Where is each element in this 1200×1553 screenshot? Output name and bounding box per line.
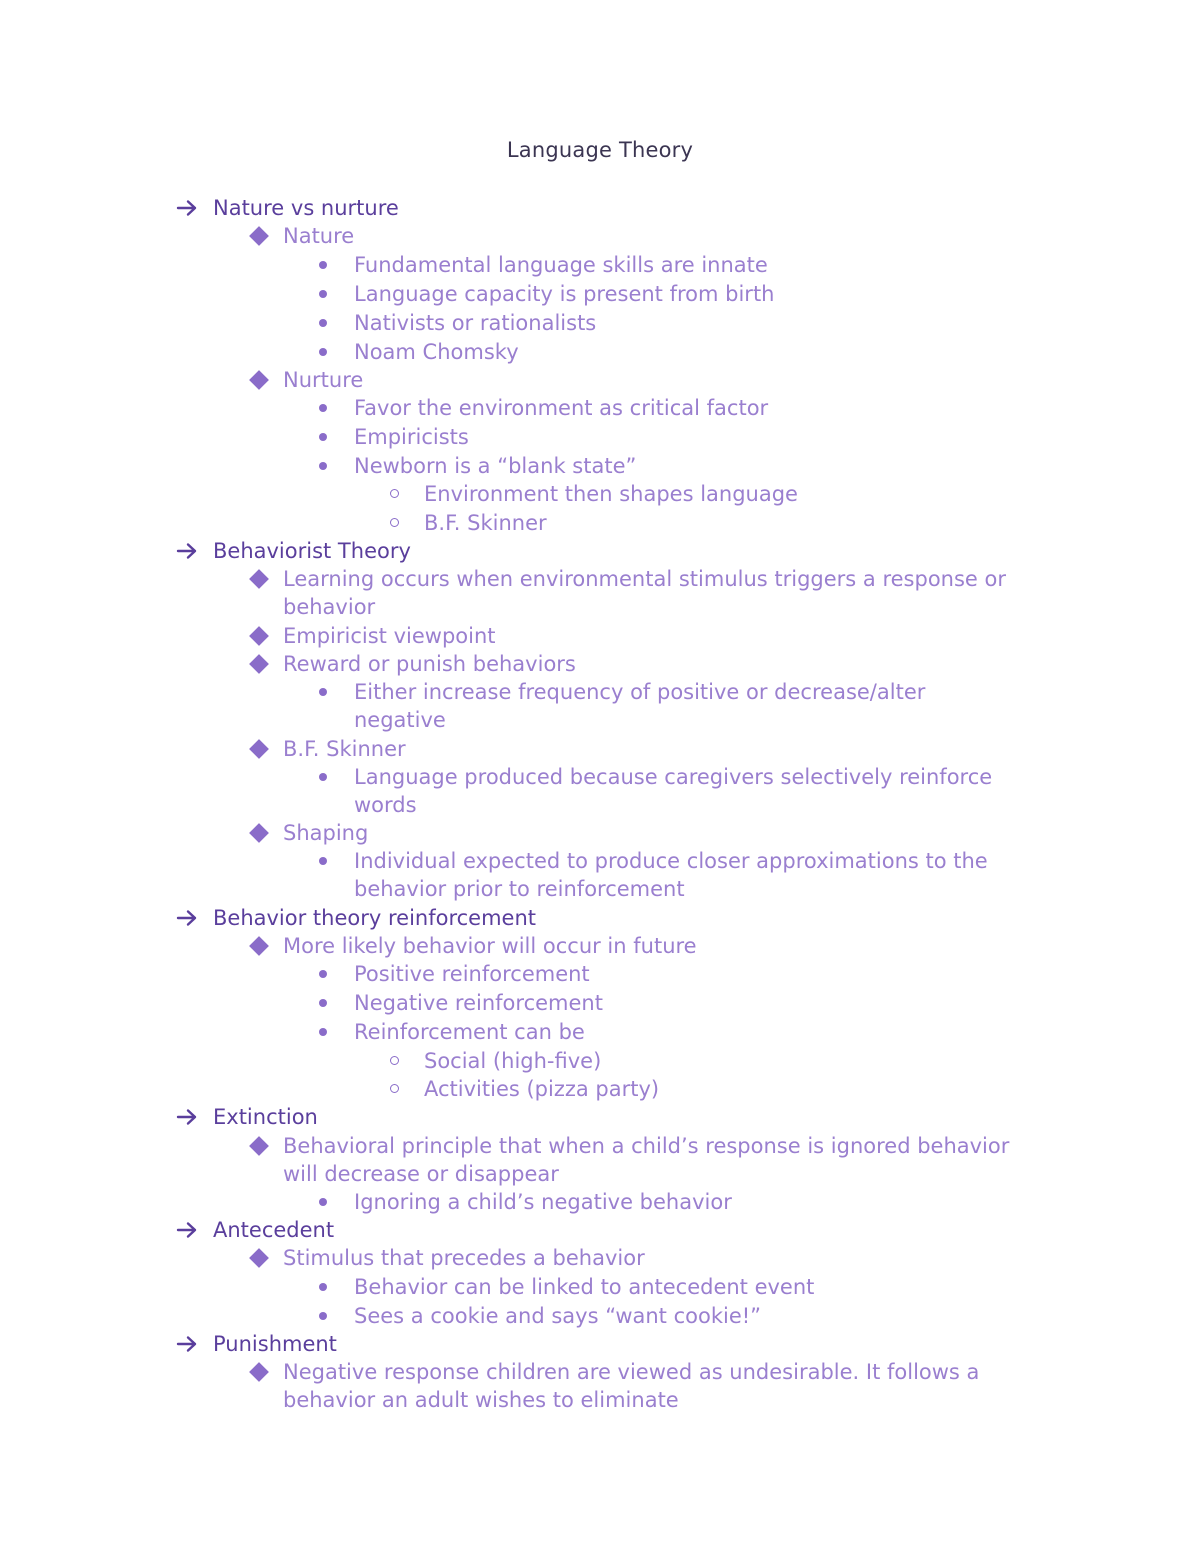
outline-detail — [0, 1273, 1200, 1301]
outline-subitem — [0, 819, 1200, 847]
outline-subitem — [0, 1132, 1200, 1188]
outline-subdetail — [0, 1075, 1200, 1103]
diamond-bullet-icon — [249, 370, 269, 390]
diamond-bullet-icon — [249, 626, 269, 646]
diamond-bullet-icon — [249, 823, 269, 843]
outline-text-line: Punishment — [213, 1332, 337, 1357]
outline-heading — [0, 537, 1200, 565]
outline-text-line: Stimulus that precedes a behavior — [283, 1246, 645, 1271]
outline-text-line: Fundamental language skills are innate — [354, 252, 768, 277]
outline-subitem — [0, 222, 1200, 250]
arrow-bullet-icon — [176, 1216, 200, 1244]
outline-heading — [0, 194, 1200, 222]
outline-text-line: Negative response children are viewed as undesirable. It follows a — [283, 1360, 980, 1385]
dot-bullet-icon — [319, 348, 327, 356]
outline-text-line: Antecedent — [213, 1218, 335, 1243]
outline-subitem — [0, 932, 1200, 960]
outline-text-line: Extinction — [213, 1105, 318, 1130]
dot-bullet-icon — [319, 261, 327, 269]
outline-detail — [0, 960, 1200, 988]
outline-heading — [0, 1216, 1200, 1244]
diamond-bullet-icon — [249, 1136, 269, 1156]
outline-text-line: Empiricist viewpoint — [283, 623, 496, 648]
dot-bullet-icon — [319, 857, 327, 865]
outline-heading — [0, 1330, 1200, 1358]
outline-text-line: Sees a cookie and says “want cookie!” — [354, 1303, 762, 1328]
outline-detail — [0, 394, 1200, 422]
outline-text-line: negative — [354, 708, 446, 733]
outline-text-line: Individual expected to produce closer approximations to the — [354, 849, 988, 874]
outline-text-line: Nature — [283, 224, 355, 249]
outline-text-line: Ignoring a child’s negative behavior — [354, 1189, 732, 1214]
outline-text-line: Language capacity is present from birth — [354, 281, 775, 306]
outline-list — [0, 194, 1200, 1414]
arrow-bullet-icon — [176, 194, 200, 222]
outline-text-line: Either increase frequency of positive or decrease/alter — [354, 680, 926, 705]
outline-subitem — [0, 650, 1200, 678]
outline-detail — [0, 280, 1200, 308]
outline-text-line: Language produced because caregivers selectively reinforce — [354, 764, 993, 789]
arrow-bullet-icon — [176, 904, 200, 932]
outline-detail — [0, 423, 1200, 451]
outline-text-line: Shaping — [283, 821, 369, 846]
outline-heading — [0, 904, 1200, 932]
outline-text-line: More likely behavior will occur in future — [283, 934, 697, 959]
arrow-bullet-icon — [176, 537, 200, 565]
outline-text-line: Behavioral principle that when a child’s response is ignored behavior — [283, 1133, 1010, 1158]
outline-text-line: Reward or punish behaviors — [283, 651, 576, 676]
outline-detail — [0, 452, 1200, 480]
diamond-bullet-icon — [249, 1362, 269, 1382]
outline-text-line: behavior prior to reinforcement — [354, 877, 685, 902]
outline-detail — [0, 678, 1200, 734]
diamond-bullet-icon — [249, 226, 269, 246]
dot-bullet-icon — [319, 970, 327, 978]
diamond-bullet-icon — [249, 936, 269, 956]
outline-detail — [0, 989, 1200, 1017]
outline-text-line: will decrease or disappear — [283, 1161, 559, 1186]
dot-bullet-icon — [319, 290, 327, 298]
dot-bullet-icon — [319, 773, 327, 781]
outline-text-line: Positive reinforcement — [354, 962, 590, 987]
outline-detail — [0, 763, 1200, 819]
outline-text-line: B.F. Skinner — [283, 736, 406, 761]
outline-text-line: Noam Chomsky — [354, 339, 519, 364]
dot-bullet-icon — [319, 999, 327, 1007]
dot-bullet-icon — [319, 1283, 327, 1291]
outline-text-line: behavior an adult wishes to eliminate — [283, 1388, 679, 1413]
outline-text-line: Behaviorist Theory — [213, 539, 411, 564]
diamond-bullet-icon — [249, 739, 269, 759]
outline-detail — [0, 1302, 1200, 1330]
outline-text-line: Empiricists — [354, 425, 469, 450]
dot-bullet-icon — [319, 688, 327, 696]
outline-text-line: Activities (pizza party) — [424, 1076, 660, 1101]
outline-subitem — [0, 622, 1200, 650]
outline-subdetail — [0, 509, 1200, 537]
outline-subitem — [0, 1358, 1200, 1414]
arrow-bullet-icon — [176, 1330, 200, 1358]
hollow-circle-bullet-icon — [390, 1056, 399, 1065]
dot-bullet-icon — [319, 404, 327, 412]
hollow-circle-bullet-icon — [390, 489, 399, 498]
outline-text-line: B.F. Skinner — [424, 510, 547, 535]
dot-bullet-icon — [319, 1198, 327, 1206]
hollow-circle-bullet-icon — [390, 518, 399, 527]
arrow-bullet-icon — [176, 1103, 200, 1131]
outline-heading — [0, 1103, 1200, 1131]
outline-text-line: Environment then shapes language — [424, 482, 798, 507]
outline-subdetail — [0, 480, 1200, 508]
hollow-circle-bullet-icon — [390, 1084, 399, 1093]
dot-bullet-icon — [319, 1028, 327, 1036]
outline-text-line: Reinforcement can be — [354, 1020, 585, 1045]
outline-detail — [0, 309, 1200, 337]
outline-text-line: Behavior can be linked to antecedent event — [354, 1274, 815, 1299]
outline-text-line: Favor the environment as critical factor — [354, 396, 769, 421]
outline-subitem — [0, 1244, 1200, 1272]
dot-bullet-icon — [319, 433, 327, 441]
outline-text-line: Nature vs nurture — [213, 196, 399, 220]
outline-text-line: Social (high-five) — [424, 1048, 602, 1073]
outline-detail — [0, 1188, 1200, 1216]
document-title: Language Theory — [506, 138, 694, 162]
outline-text-line: Newborn is a “blank state” — [354, 454, 637, 479]
outline-subitem — [0, 366, 1200, 394]
diamond-bullet-icon — [249, 654, 269, 674]
diamond-bullet-icon — [249, 569, 269, 589]
outline-text-line: Nurture — [283, 367, 364, 392]
dot-bullet-icon — [319, 462, 327, 470]
outline-detail — [0, 1018, 1200, 1046]
outline-text-line: Nativists or rationalists — [354, 310, 597, 335]
dot-bullet-icon — [319, 319, 327, 327]
outline-text-line: behavior — [283, 595, 376, 620]
outline-text-line: words — [354, 792, 417, 817]
outline-subitem — [0, 565, 1200, 621]
outline-detail — [0, 251, 1200, 279]
outline-detail — [0, 847, 1200, 903]
dot-bullet-icon — [319, 1312, 327, 1320]
outline-subdetail — [0, 1047, 1200, 1075]
outline-text-line: Behavior theory reinforcement — [213, 905, 537, 930]
outline-detail — [0, 338, 1200, 366]
outline-subitem — [0, 735, 1200, 763]
outline-text-line: Learning occurs when environmental stimulus triggers a response or — [283, 567, 1007, 592]
diamond-bullet-icon — [249, 1249, 269, 1269]
outline-text-line: Negative reinforcement — [354, 991, 603, 1016]
